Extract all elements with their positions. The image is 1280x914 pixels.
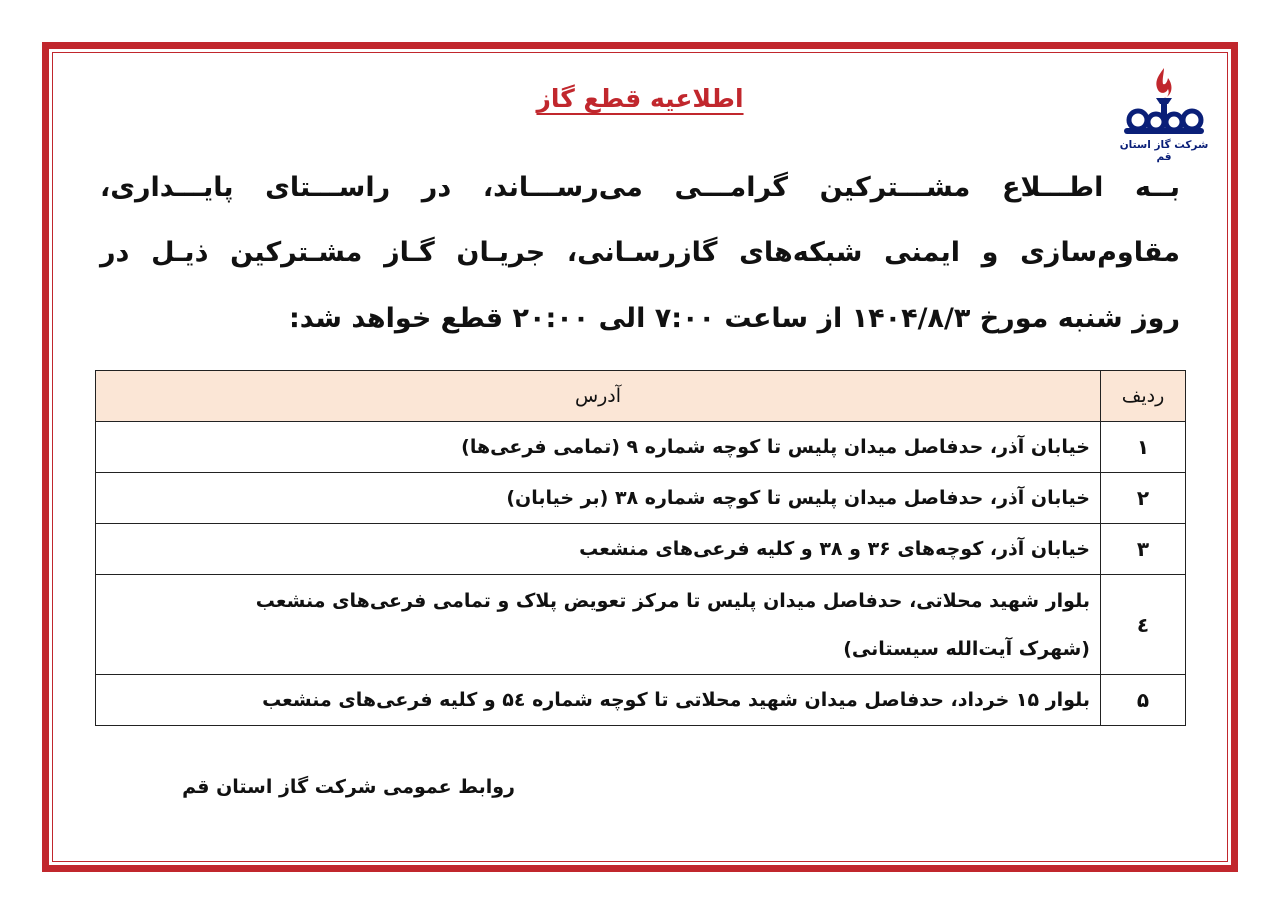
intro-line-3: روز شنبه مورخ ۱۴۰۴/۸/۳ از ساعت ۷:۰۰ الی ۲۰:۰۰ قطع خواهد شد:	[288, 303, 1180, 334]
row-number: ۳	[1101, 524, 1186, 575]
table-row	[96, 422, 1186, 473]
row-address: خیابان آذر، حدفاصل میدان پلیس تا کوچه شماره ۳۸ (بر خیابان)	[96, 473, 1101, 524]
intro-line-1: بــه اطـــلاع مشـــترکین گرامـــی می‌رســـاند، در راســـتای پایـــداری،	[100, 172, 1180, 203]
header-address: آدرس	[96, 371, 1101, 422]
header-row-number: ردیف	[1101, 371, 1186, 422]
table-row	[96, 473, 1186, 524]
row-number: ۵	[1101, 675, 1186, 726]
table-header-row	[96, 371, 1186, 422]
row-address: خیابان آذر، حدفاصل میدان پلیس تا کوچه شماره ۹ (تمامی فرعی‌ها)	[96, 422, 1101, 473]
row-address: خیابان آذر، کوچه‌های ۳۶ و ۳۸ و کلیه فرعی‌های منشعب	[96, 524, 1101, 575]
row-address-line-2: (شهرک آیت‌الله سیستانی)	[843, 637, 1090, 660]
row-number: ۱	[1101, 422, 1186, 473]
table-row	[96, 575, 1186, 675]
row-address-line-1: بلوار شهید محلاتی، حدفاصل میدان پلیس تا مرکز تعویض پلاک و تمامی فرعی‌های منشعب	[255, 589, 1090, 612]
row-number: ٤	[1101, 575, 1186, 675]
company-logo	[1112, 64, 1216, 163]
footer-signature: روابط عمومی شرکت گاز استان قم	[182, 776, 515, 798]
outage-address-table	[95, 370, 1186, 726]
intro-line-2: مقاوم‌سازی و ایمنی شبکه‌های گازرسـانی، جریـان گـاز مشـترکین ذیـل در	[100, 237, 1180, 268]
logo-caption: شرکت گاز استان قم	[1119, 139, 1209, 163]
row-address: بلوار ۱۵ خرداد، حدفاصل میدان شهید محلاتی تا کوچه شماره ۵٤ و کلیه فرعی‌های منشعب	[96, 675, 1101, 726]
table-row	[96, 675, 1186, 726]
table-row	[96, 524, 1186, 575]
row-number: ۲	[1101, 473, 1186, 524]
flame-logo-icon	[1118, 64, 1210, 138]
row-address	[96, 575, 1101, 675]
notice-title: اطلاعیه قطع گاز	[536, 84, 744, 113]
